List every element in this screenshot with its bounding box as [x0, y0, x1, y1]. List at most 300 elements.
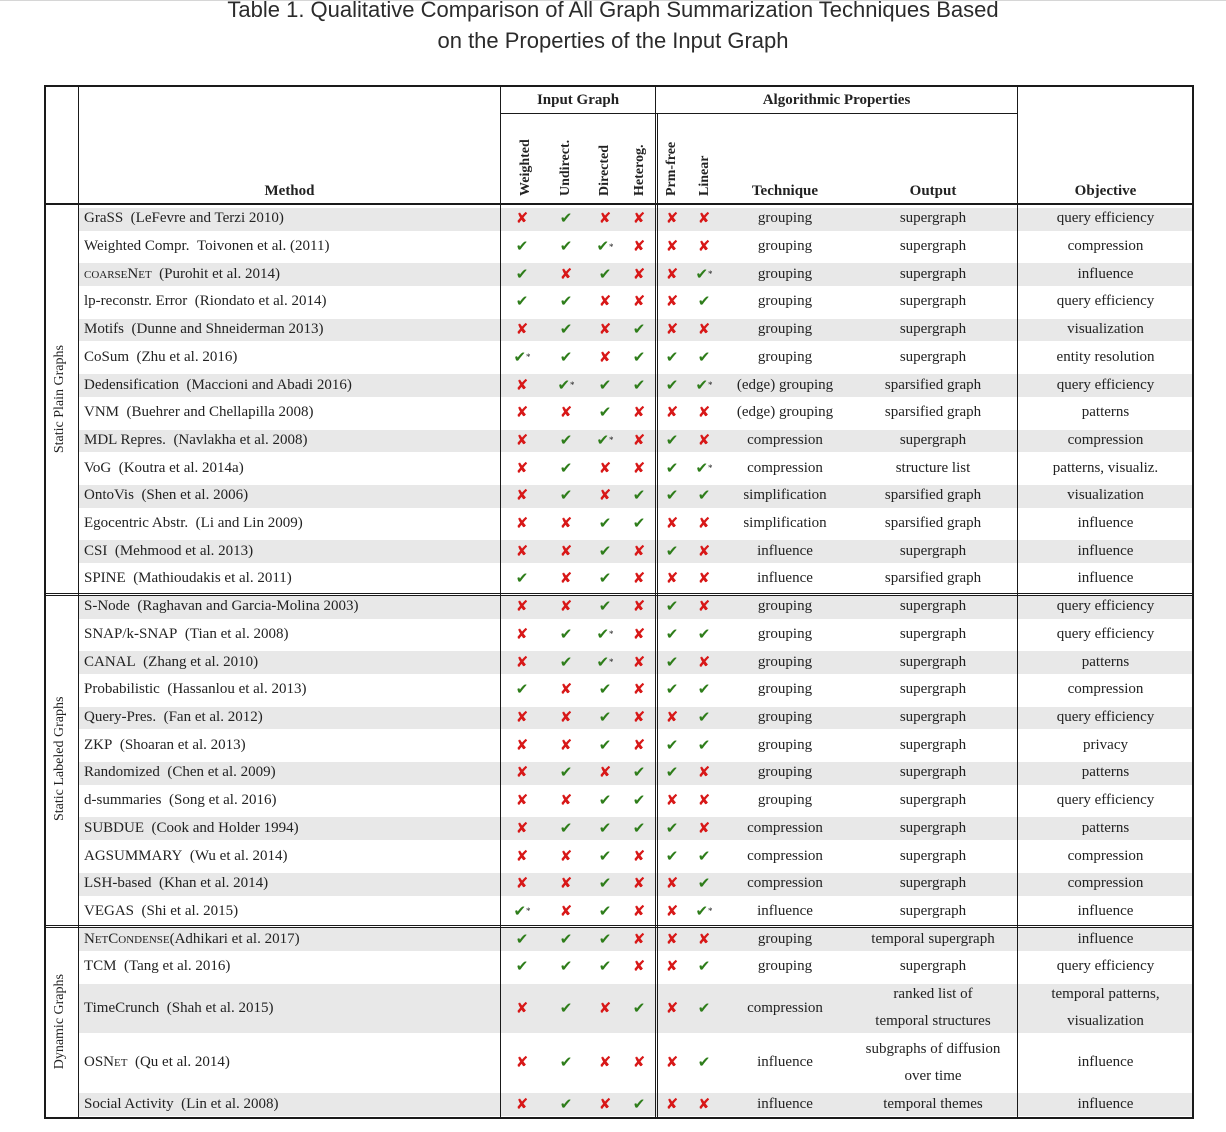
method-name: Query-Pres. [84, 708, 157, 725]
check-mark-icon: ✔ * [695, 901, 713, 920]
technique-cell: simplification [743, 515, 827, 532]
method-reference: (Shi et al. 2015) [141, 902, 239, 919]
check-mark-icon: ✔ [665, 652, 679, 671]
objective-cell: influence [1077, 930, 1134, 947]
technique-cell: grouping [757, 681, 813, 698]
cross-mark-icon: ✘ [598, 292, 612, 311]
header-undirected: Undirect. [558, 139, 573, 196]
method-name: VEGAS [84, 902, 135, 919]
check-mark-icon: ✔ [598, 680, 612, 699]
check-mark-icon: ✔ [515, 957, 529, 976]
method-reference: (Mathioudakis et al. 2011) [133, 570, 292, 587]
check-mark-icon: ✔ [632, 1094, 646, 1113]
check-mark-icon: ✔ [632, 320, 646, 339]
method-cell [84, 1035, 498, 1090]
output-cell: supergraph [899, 238, 967, 255]
cross-mark-icon: ✘ [665, 707, 679, 726]
technique-cell: compression [747, 875, 823, 892]
technique-cell: grouping [757, 293, 813, 310]
method-reference: (Buehrer and Chellapilla 2008) [126, 404, 314, 421]
objective-cell: patterns, visualiz. [1052, 459, 1159, 476]
output-cell: supergraph [899, 542, 967, 559]
check-mark-icon: ✔ [665, 763, 679, 782]
check-mark-icon: ✔ [697, 624, 711, 643]
technique-cell: grouping [757, 598, 813, 615]
objective-line-2: visualization [1067, 1013, 1144, 1030]
cross-mark-icon: ✘ [515, 791, 529, 810]
method-cell [84, 288, 498, 316]
technique-cell: compression [747, 819, 823, 836]
technique-cell: grouping [757, 653, 813, 670]
technique-cell: compression [747, 431, 823, 448]
output-cell: supergraph [899, 875, 967, 892]
technique-cell: influence [757, 1095, 813, 1112]
check-mark-icon: ✔ [559, 818, 573, 837]
cross-mark-icon: ✘ [632, 680, 646, 699]
check-mark-icon: ✔ [559, 1094, 573, 1113]
check-mark-icon: ✔ [559, 957, 573, 976]
check-mark-icon: ✔ * [695, 375, 713, 394]
method-reference: (Koutra et al. 2014a) [118, 459, 244, 476]
check-mark-icon: ✔ * [557, 375, 575, 394]
objective-cell: query efficiency [1056, 792, 1155, 809]
left-border [44, 85, 46, 1119]
method-name: coarseNet [84, 265, 152, 282]
cross-mark-icon: ✘ [515, 541, 529, 560]
cross-mark-icon: ✘ [665, 569, 679, 588]
check-mark-icon: ✔ [559, 347, 573, 366]
cross-mark-icon: ✘ [598, 1053, 612, 1072]
technique-cell: grouping [757, 736, 813, 753]
method-cell [84, 925, 498, 953]
header-objective: Objective [1074, 182, 1137, 199]
method-name: d-summaries [84, 792, 162, 809]
technique-cell: grouping [757, 238, 813, 255]
check-mark-icon: ✔ [559, 652, 573, 671]
cross-mark-icon: ✘ [515, 209, 529, 228]
header-algorithmic-properties: Algorithmic Properties [762, 91, 911, 108]
check-mark-icon: ✔ * [513, 901, 531, 920]
check-mark-icon: ✔ [598, 818, 612, 837]
cross-mark-icon: ✘ [515, 1094, 529, 1113]
method-cell [84, 870, 498, 898]
header-heterog: Heterog. [632, 144, 647, 196]
cross-mark-icon: ✘ [515, 998, 529, 1017]
method-reference: (LeFevre and Terzi 2010) [130, 210, 284, 227]
method-reference: (Zhu et al. 2016) [136, 348, 238, 365]
method-cell [84, 953, 498, 981]
subheader-rule [501, 113, 1017, 114]
output-cell: sparsified graph [884, 404, 982, 421]
method-reference: (Khan et al. 2014) [159, 875, 269, 892]
cross-mark-icon: ✘ [515, 707, 529, 726]
output-cell: supergraph [899, 598, 967, 615]
check-mark-icon: ✔ * [596, 430, 614, 449]
cross-mark-icon: ✘ [632, 541, 646, 560]
cross-mark-icon: ✘ [697, 818, 711, 837]
cross-mark-icon: ✘ [697, 1094, 711, 1113]
check-mark-icon: ✔ * [513, 347, 531, 366]
cross-mark-icon: ✘ [559, 569, 573, 588]
objective-cell: query efficiency [1056, 598, 1155, 615]
technique-cell: compression [747, 459, 823, 476]
method-cell [84, 731, 498, 759]
check-mark-icon: ✔ [559, 998, 573, 1017]
cross-mark-icon: ✘ [598, 458, 612, 477]
method-name: SUBDUE [84, 819, 145, 836]
technique-cell: grouping [757, 708, 813, 725]
objective-cell: influence [1077, 265, 1134, 282]
header-weighted: Weighted [518, 139, 533, 196]
check-mark-icon: ✔ [665, 597, 679, 616]
method-reference: Toivonen et al. (2011) [196, 238, 330, 255]
cross-mark-icon: ✘ [665, 292, 679, 311]
cross-mark-icon: ✘ [697, 597, 711, 616]
method-reference: (Li and Lin 2009) [195, 515, 303, 532]
cross-mark-icon: ✘ [515, 874, 529, 893]
check-mark-icon: ✔ * [596, 652, 614, 671]
check-mark-icon: ✔ [665, 375, 679, 394]
cross-mark-icon: ✘ [515, 375, 529, 394]
method-name: OntoVis [84, 487, 134, 504]
method-name: GraSS [84, 210, 124, 227]
method-cell [84, 482, 498, 510]
technique-cell: grouping [757, 930, 813, 947]
check-mark-icon: ✔ [665, 486, 679, 505]
header-prm-free: Prm-free [664, 141, 679, 196]
method-name: Probabilistic [84, 681, 160, 698]
check-mark-icon: ✔ [697, 347, 711, 366]
cross-mark-icon: ✘ [665, 264, 679, 283]
method-reference: (Tang et al. 2016) [124, 958, 231, 975]
cross-mark-icon: ✘ [559, 597, 573, 616]
cross-mark-icon: ✘ [665, 514, 679, 533]
cross-mark-icon: ✘ [697, 569, 711, 588]
method-cell [84, 510, 498, 538]
cross-mark-icon: ✘ [515, 430, 529, 449]
cross-mark-icon: ✘ [632, 403, 646, 422]
cross-mark-icon: ✘ [515, 763, 529, 782]
cross-mark-icon: ✘ [632, 957, 646, 976]
method-cell [84, 399, 498, 427]
output-line-2: temporal structures [875, 1013, 991, 1030]
technique-cell: grouping [757, 210, 813, 227]
output-cell: supergraph [899, 293, 967, 310]
method-cell [84, 427, 498, 455]
method-cell [84, 676, 498, 704]
cross-mark-icon: ✘ [598, 486, 612, 505]
output-cell: supergraph [899, 819, 967, 836]
group-label: Dynamic Graphs [52, 974, 67, 1070]
method-reference: (Dunne and Shneiderman 2013) [131, 321, 324, 338]
objective-cell: compression [1067, 431, 1144, 448]
method-cell [84, 454, 498, 482]
check-mark-icon: ✔ [697, 957, 711, 976]
check-mark-icon: ✔ [665, 846, 679, 865]
method-reference: (Maccioni and Abadi 2016) [186, 376, 352, 393]
check-mark-icon: ✔ [598, 597, 612, 616]
objective-cell: query efficiency [1056, 210, 1155, 227]
method-reference: (Mehmood et al. 2013) [114, 542, 254, 559]
method-cell [84, 981, 498, 1036]
method-cell [84, 316, 498, 344]
header-input-graph: Input Graph [536, 91, 620, 108]
output-cell: supergraph [899, 210, 967, 227]
check-mark-icon: ✔ [665, 624, 679, 643]
method-cell [84, 593, 498, 621]
method-reference: (Zhang et al. 2010) [143, 653, 259, 670]
cross-mark-icon: ✘ [697, 763, 711, 782]
output-cell: supergraph [899, 764, 967, 781]
cross-mark-icon: ✘ [559, 735, 573, 754]
method-name: ZKP [84, 736, 113, 753]
output-cell: supergraph [899, 736, 967, 753]
objective-cell: influence [1077, 902, 1134, 919]
technique-cell: grouping [757, 321, 813, 338]
method-name: S-Node [84, 598, 130, 615]
output-cell: supergraph [899, 792, 967, 809]
check-mark-icon: ✔ [559, 237, 573, 256]
check-mark-icon: ✔ [632, 763, 646, 782]
objective-cell: compression [1067, 238, 1144, 255]
method-name: TCM [84, 958, 117, 975]
check-mark-icon: ✔ [598, 957, 612, 976]
technique-cell: compression [747, 847, 823, 864]
cross-mark-icon: ✘ [559, 264, 573, 283]
technique-cell: influence [757, 1054, 813, 1071]
output-cell: sparsified graph [884, 376, 982, 393]
cross-mark-icon: ✘ [515, 320, 529, 339]
output-cell: supergraph [899, 902, 967, 919]
method-name: SPINE [84, 570, 126, 587]
check-mark-icon: ✔ [632, 375, 646, 394]
check-mark-icon: ✔ [598, 264, 612, 283]
caption-line-2: on the Properties of the Input Graph [437, 28, 789, 53]
method-name: Dedensification [84, 376, 179, 393]
check-mark-icon: ✔ [515, 680, 529, 699]
cross-mark-icon: ✘ [665, 957, 679, 976]
technique-cell: grouping [757, 764, 813, 781]
method-reference: (Raghavan and Garcia-Molina 2003) [137, 598, 359, 615]
cross-mark-icon: ✘ [632, 1053, 646, 1072]
objective-cell: influence [1077, 542, 1134, 559]
check-mark-icon: ✔ [598, 901, 612, 920]
objective-cell: privacy [1083, 736, 1128, 753]
cross-mark-icon: ✘ [598, 347, 612, 366]
objective-cell: influence [1077, 1095, 1134, 1112]
cross-mark-icon: ✘ [515, 1053, 529, 1072]
cross-mark-icon: ✘ [632, 652, 646, 671]
method-name: Egocentric Abstr. [84, 515, 189, 532]
header-output: Output [909, 182, 957, 199]
cross-mark-icon: ✘ [515, 624, 529, 643]
objective-cell: visualization [1067, 487, 1144, 504]
objective-cell: influence [1077, 570, 1134, 587]
objective-cell: visualization [1067, 321, 1144, 338]
cross-mark-icon: ✘ [632, 209, 646, 228]
input-graph-rule-double [657, 113, 658, 1119]
check-mark-icon: ✔ [598, 541, 612, 560]
method-reference: (Fan et al. 2012) [163, 708, 263, 725]
cross-mark-icon: ✘ [632, 458, 646, 477]
technique-cell: grouping [757, 625, 813, 642]
objective-cell: query efficiency [1056, 625, 1155, 642]
cross-mark-icon: ✘ [665, 237, 679, 256]
method-reference: (Shah et al. 2015) [166, 999, 274, 1016]
technique-cell: grouping [757, 265, 813, 282]
header-technique: Technique [751, 182, 819, 199]
method-cell [84, 704, 498, 732]
cross-mark-icon: ✘ [665, 901, 679, 920]
objective-cell: compression [1067, 847, 1144, 864]
objective-cell: patterns [1081, 653, 1130, 670]
cross-mark-icon: ✘ [697, 791, 711, 810]
cross-mark-icon: ✘ [598, 763, 612, 782]
check-mark-icon: ✔ [697, 292, 711, 311]
technique-cell: influence [757, 570, 813, 587]
check-mark-icon: ✔ * [695, 458, 713, 477]
check-mark-icon: ✔ [559, 624, 573, 643]
cross-mark-icon: ✘ [632, 597, 646, 616]
cross-mark-icon: ✘ [632, 707, 646, 726]
cross-mark-icon: ✘ [665, 320, 679, 339]
cross-mark-icon: ✘ [697, 929, 711, 948]
method-reference: (Shoaran et al. 2013) [119, 736, 246, 753]
check-mark-icon: ✔ [559, 209, 573, 228]
objective-cell [1018, 981, 1193, 1036]
cross-mark-icon: ✘ [598, 998, 612, 1017]
method-reference: (Riondato et al. 2014) [194, 293, 327, 310]
method-reference: (Navlakha et al. 2008) [173, 431, 308, 448]
check-mark-icon: ✔ [632, 998, 646, 1017]
check-mark-icon: ✔ [515, 292, 529, 311]
cross-mark-icon: ✘ [559, 901, 573, 920]
output-cell: supergraph [899, 653, 967, 670]
cross-mark-icon: ✘ [665, 929, 679, 948]
method-name: Randomized [84, 764, 160, 781]
caption-line-1: Table 1. Qualitative Comparison of All Graph Summarization Techniques Based [227, 0, 999, 22]
cross-mark-icon: ✘ [665, 403, 679, 422]
method-cell [84, 205, 498, 233]
check-mark-icon: ✔ [632, 791, 646, 810]
check-mark-icon: ✔ [632, 347, 646, 366]
check-mark-icon: ✔ [559, 430, 573, 449]
method-cell [84, 759, 498, 787]
cross-mark-icon: ✘ [598, 1094, 612, 1113]
objective-cell: entity resolution [1056, 348, 1155, 365]
check-mark-icon: ✔ [665, 818, 679, 837]
cross-mark-icon: ✘ [598, 320, 612, 339]
method-cell [84, 648, 498, 676]
check-mark-icon: ✔ [632, 818, 646, 837]
input-graph-rule [655, 85, 656, 1119]
output-cell: temporal supergraph [871, 930, 995, 947]
check-mark-icon: ✔ [598, 735, 612, 754]
cross-mark-icon: ✘ [559, 846, 573, 865]
check-mark-icon: ✔ [559, 1053, 573, 1072]
header-method: Method [264, 182, 315, 199]
check-mark-icon: ✔ [632, 486, 646, 505]
output-cell: supergraph [899, 431, 967, 448]
method-name: LSH-based [84, 875, 152, 892]
method-cell [84, 842, 498, 870]
output-cell: supergraph [899, 681, 967, 698]
method-reference: (Lin et al. 2008) [181, 1095, 279, 1112]
cross-mark-icon: ✘ [515, 514, 529, 533]
group-label: Static Plain Graphs [52, 344, 67, 453]
cross-mark-icon: ✘ [559, 541, 573, 560]
output-cell: supergraph [899, 321, 967, 338]
method-name: SNAP/k-SNAP [84, 625, 178, 642]
cross-mark-icon: ✘ [515, 458, 529, 477]
method-name: CANAL [84, 653, 136, 670]
method-name: NetCondense [84, 930, 170, 947]
cross-mark-icon: ✘ [632, 901, 646, 920]
objective-cell: patterns [1081, 764, 1130, 781]
method-cell [84, 344, 498, 372]
method-name: lp-reconstr. Error [84, 293, 188, 310]
method-name: OSNet [84, 1054, 128, 1071]
output-cell: supergraph [899, 348, 967, 365]
objective-line-1: temporal patterns, [1051, 986, 1160, 1003]
method-reference: (Shen et al. 2006) [141, 487, 249, 504]
output-cell: sparsified graph [884, 570, 982, 587]
header-directed: Directed [597, 144, 612, 196]
method-cell [84, 621, 498, 649]
method-name: CoSum [84, 348, 130, 365]
objective-cell: query efficiency [1056, 708, 1155, 725]
method-name: VNM [84, 404, 120, 421]
technique-cell: grouping [757, 792, 813, 809]
cross-mark-icon: ✘ [632, 237, 646, 256]
output-cell [848, 981, 1018, 1036]
cross-mark-icon: ✘ [697, 514, 711, 533]
cross-mark-icon: ✘ [697, 403, 711, 422]
method-reference: (Cook and Holder 1994) [151, 819, 299, 836]
output-cell: supergraph [899, 625, 967, 642]
cross-mark-icon: ✘ [697, 541, 711, 560]
method-name: AGSUMMARY [84, 847, 183, 864]
cross-mark-icon: ✘ [515, 735, 529, 754]
technique-cell: (edge) grouping [736, 376, 834, 393]
cross-mark-icon: ✘ [632, 846, 646, 865]
check-mark-icon: ✔ [665, 735, 679, 754]
group-label: Static Labeled Graphs [52, 696, 67, 822]
cross-mark-icon: ✘ [515, 846, 529, 865]
check-mark-icon: ✔ [559, 320, 573, 339]
objective-cell: influence [1077, 515, 1134, 532]
objective-cell: influence [1077, 1054, 1134, 1071]
objective-cell: patterns [1081, 819, 1130, 836]
check-mark-icon: ✔ [598, 874, 612, 893]
check-mark-icon: ✔ [665, 347, 679, 366]
method-cell [84, 1090, 498, 1118]
check-mark-icon: ✔ [598, 929, 612, 948]
cross-mark-icon: ✘ [665, 874, 679, 893]
output-cell: supergraph [899, 847, 967, 864]
method-cell [84, 233, 498, 261]
method-reference: (Song et al. 2016) [168, 792, 277, 809]
cross-mark-icon: ✘ [515, 597, 529, 616]
cross-mark-icon: ✘ [515, 652, 529, 671]
cross-mark-icon: ✘ [559, 791, 573, 810]
check-mark-icon: ✔ [559, 486, 573, 505]
output-cell: supergraph [899, 958, 967, 975]
cross-mark-icon: ✘ [697, 209, 711, 228]
output-line-2: over time [904, 1067, 962, 1084]
check-mark-icon: ✔ [697, 680, 711, 699]
check-mark-icon: ✔ [598, 403, 612, 422]
